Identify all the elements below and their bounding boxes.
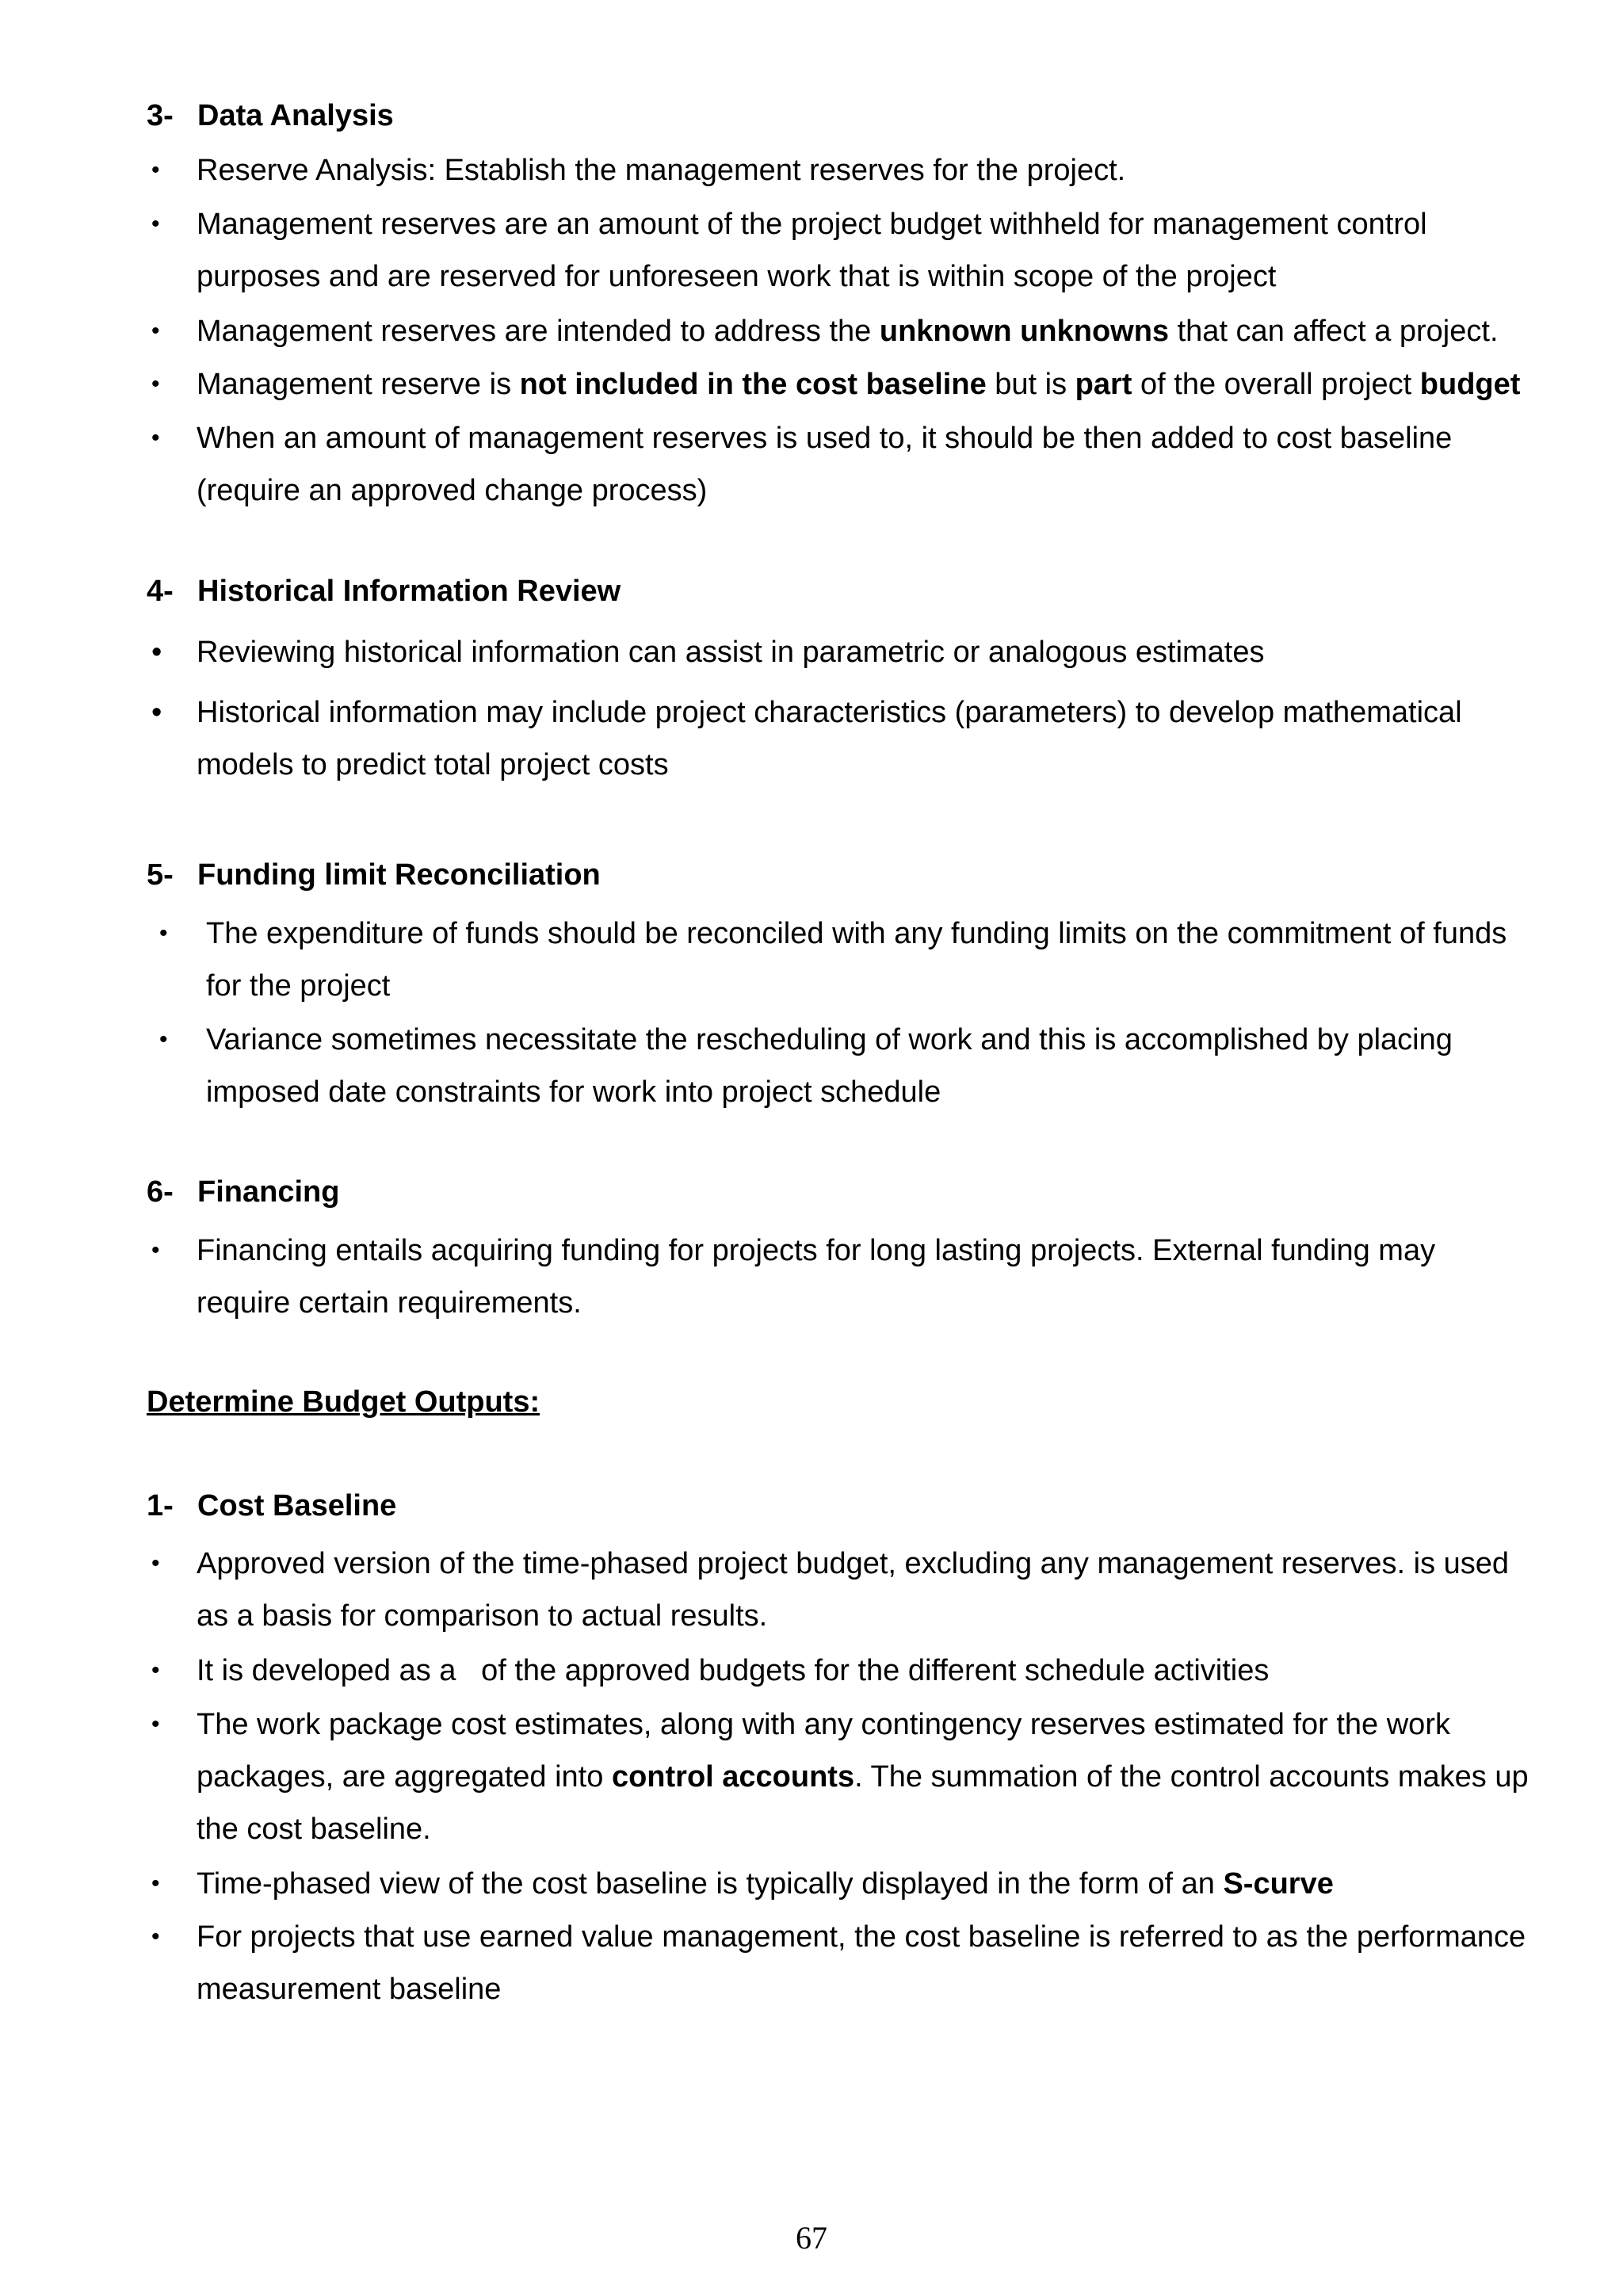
bullet-text: Reviewing historical information can assist in parametric or analogous estimates [197, 636, 1265, 669]
bullet-text: When an amount of management reserves is used to, it should be then added to cost baseline [197, 422, 1453, 455]
bullet-text: purposes and are reserved for unforeseen work that is within scope of the project [197, 260, 1277, 293]
bullet-text: packages, are aggregated into control accounts. The summation of the control accounts makes up [197, 1760, 1529, 1794]
heading-title: Cost Baseline [197, 1489, 397, 1522]
bullet-icon: • [151, 157, 160, 183]
bullet-item [151, 305, 1575, 357]
heading-data-analysis [147, 97, 394, 135]
bullet-text: Management reserve is not included in the cost baseline but is part of the overall project budget [197, 368, 1521, 401]
bullet-text: It is developed as a of the approved budgets for the different schedule activities [197, 1654, 1270, 1687]
bullet-text: models to predict total project costs [197, 748, 669, 781]
bullet-item [151, 686, 1575, 791]
bullet-item [159, 907, 1585, 1012]
heading-number: 4- [147, 575, 174, 608]
bullet-item [151, 1911, 1575, 2015]
bullet-text: The work package cost estimates, along with any contingency reserves estimated for the work [197, 1708, 1450, 1741]
bullet-icon: • [151, 1657, 160, 1683]
bullet-icon: • [151, 636, 162, 669]
heading-financing [147, 1173, 339, 1211]
bullet-item [151, 626, 1575, 678]
bullet-text: imposed date constraints for work into project schedule [206, 1075, 941, 1109]
bullet-item [151, 144, 1575, 197]
bullet-text: measurement baseline [197, 1973, 502, 2006]
heading-title: Historical Information Review [197, 575, 621, 608]
bullet-item [159, 1014, 1585, 1118]
bullet-text: require certain requirements. [197, 1286, 582, 1320]
bullet-icon: • [159, 920, 168, 946]
bullet-text: the cost baseline. [197, 1813, 431, 1846]
bullet-text: Management reserves are intended to address the unknown unknowns that can affect a project. [197, 315, 1499, 348]
heading-title: Funding limit Reconciliation [197, 858, 601, 892]
bullet-item [151, 1224, 1575, 1329]
bullet-item [151, 198, 1575, 303]
bullet-text: For projects that use earned value management, the cost baseline is referred to as the performance [197, 1920, 1526, 1954]
bullet-icon: • [151, 1924, 160, 1950]
bullet-item [151, 1858, 1575, 1910]
heading-title: Data Analysis [197, 99, 394, 132]
bullet-text: Variance sometimes necessitate the rescheduling of work and this is accomplished by placing [206, 1023, 1453, 1056]
bullet-text: Financing entails acquiring funding for projects for long lasting projects. External funding may [197, 1234, 1436, 1267]
bullet-icon: • [151, 211, 160, 237]
bullet-icon: • [151, 318, 160, 344]
bullet-text: Management reserves are an amount of the project budget withheld for management control [197, 208, 1427, 241]
heading-number: 1- [147, 1489, 174, 1522]
heading-number: 3- [147, 99, 174, 132]
bullet-icon: • [159, 1026, 168, 1052]
bullet-text: for the project [206, 969, 391, 1003]
bullet-icon: • [151, 425, 160, 451]
bullet-icon: • [151, 1550, 160, 1576]
heading-historical-review [147, 572, 621, 610]
bullet-item [151, 1645, 1575, 1697]
section-title-budget-outputs: Determine Budget Outputs: [147, 1385, 540, 1419]
bullet-icon: • [151, 371, 160, 397]
bullet-item [151, 1538, 1575, 1642]
bullet-text: as a basis for comparison to actual results. [197, 1599, 768, 1633]
bullet-text: Reserve Analysis: Establish the management reserves for the project. [197, 154, 1126, 187]
heading-funding-limit [147, 856, 601, 894]
bullet-item [151, 358, 1575, 411]
heading-cost-baseline [147, 1487, 396, 1525]
bullet-item [151, 412, 1575, 517]
bullet-icon: • [151, 1711, 160, 1737]
heading-number: 6- [147, 1175, 174, 1209]
bullet-icon: • [151, 1870, 160, 1897]
bullet-text: Approved version of the time-phased project budget, excluding any management reserves. is used [197, 1547, 1510, 1580]
page-number: 67 [796, 2220, 827, 2256]
heading-number: 5- [147, 858, 174, 892]
bullet-text: The expenditure of funds should be reconciled with any funding limits on the commitment of funds [206, 917, 1507, 950]
bullet-text: Time-phased view of the cost baseline is typically displayed in the form of an S-curve [197, 1867, 1334, 1901]
bullet-icon: • [151, 1237, 160, 1263]
bullet-text: Historical information may include project characteristics (parameters) to develop mathematical [197, 696, 1462, 729]
bullet-item [151, 1698, 1575, 1855]
bullet-icon: • [151, 696, 162, 729]
bullet-text: (require an approved change process) [197, 474, 708, 507]
heading-title: Financing [197, 1175, 340, 1209]
